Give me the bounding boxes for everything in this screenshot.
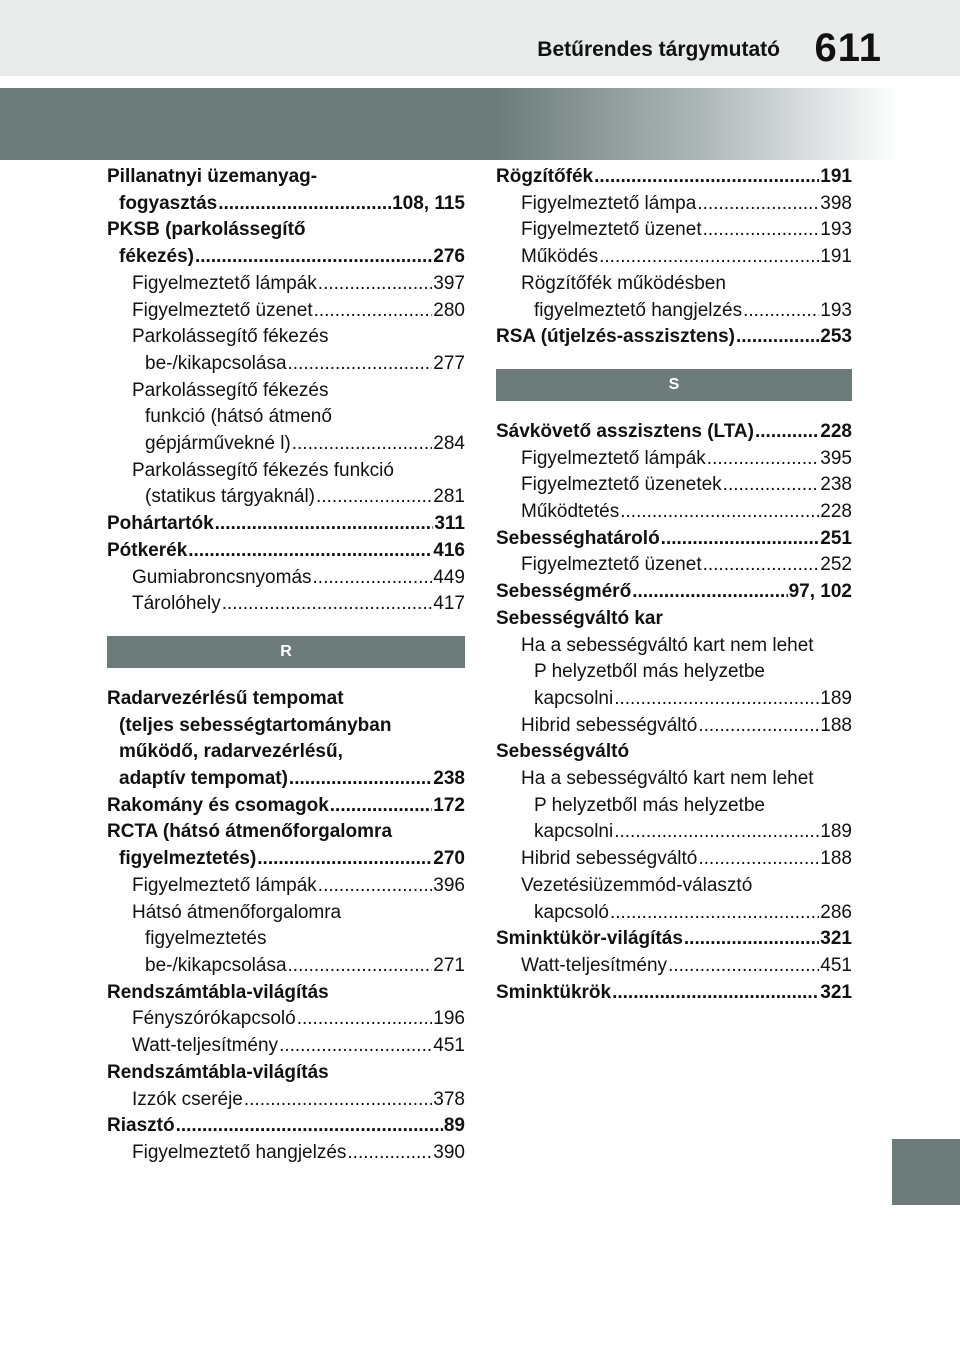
entry-label: kapcsolni (534, 687, 614, 709)
dot-leader (318, 271, 433, 298)
index-subentry (496, 191, 852, 218)
entry-label: Riasztó (107, 1115, 175, 1137)
entry-page-number: 378 (433, 1088, 465, 1110)
index-subentry (107, 873, 465, 900)
entry-label: Gumiabroncsnyomás (132, 566, 312, 588)
index-entry (107, 538, 465, 565)
entry-label: Sebességhatároló (496, 527, 660, 549)
entry-page-number: 251 (820, 527, 852, 549)
entry-page-number: 191 (820, 166, 852, 187)
entry-label: Hibrid sebességváltó (521, 848, 698, 870)
entry-label: kapcsoló (534, 901, 609, 923)
entry-label: figyelmeztető hangjelzés (534, 299, 743, 321)
index-subentry: P helyzetből más helyzetbe (534, 794, 765, 816)
index-subentry (496, 217, 852, 244)
entry-page-number: 321 (820, 981, 852, 1003)
index-entry (496, 419, 852, 446)
entry-label: Rögzítőfék (496, 166, 594, 187)
index-entry (496, 579, 852, 606)
dot-leader (313, 565, 433, 592)
index-subentry (496, 446, 852, 473)
section-spacer (496, 401, 852, 419)
entry-label: (statikus tárgyaknál) (145, 486, 316, 508)
entry-page-number: 451 (820, 954, 852, 976)
entry-page-number: 193 (820, 299, 852, 321)
entry-label: Watt-teljesítmény (521, 954, 668, 976)
index-subentry: Rögzítőfék működésben (521, 272, 726, 294)
entry-page-number: 238 (820, 474, 852, 496)
index-entry (107, 793, 465, 820)
index-subentry (107, 565, 465, 592)
dot-leader (289, 766, 432, 793)
entry-label: adaptív tempomat) (119, 768, 288, 790)
dot-leader (703, 552, 820, 579)
entry-label: kapcsolni (534, 821, 614, 843)
dot-leader (614, 686, 819, 713)
index-entry (496, 324, 852, 351)
index-subentry (107, 484, 465, 511)
entry-label: Fényszórókapcsoló (132, 1008, 296, 1030)
index-column-right (496, 164, 852, 1006)
index-subentry (107, 298, 465, 325)
section-spacer (107, 668, 465, 686)
index-entry: Sebességváltó (496, 741, 630, 763)
entry-page-number: 321 (820, 928, 852, 950)
index-subentry (107, 591, 465, 618)
dot-leader (610, 900, 819, 927)
entry-label: Figyelmeztető lámpák (132, 874, 317, 896)
entry-label: Figyelmeztető lámpák (521, 447, 706, 469)
entry-page-number: 270 (433, 848, 465, 870)
index-subentry (496, 819, 852, 846)
dot-leader (599, 244, 819, 271)
entry-page-number: 276 (433, 246, 465, 268)
entry-label: Figyelmeztető lámpa (521, 192, 697, 214)
dot-leader (318, 873, 433, 900)
entry-page-number: 277 (433, 352, 465, 374)
entry-page-number: 417 (433, 593, 465, 615)
dot-leader (698, 713, 819, 740)
entry-page-number: 451 (433, 1035, 465, 1057)
index-column-left (107, 164, 465, 1167)
index-subentry: Vezetésiüzemmód-választó (521, 874, 753, 896)
entry-label: Sávkövető asszisztens (LTA) (496, 420, 754, 442)
entry-label: Pótkerék (107, 539, 188, 561)
entry-label: Sminktükrök (496, 981, 612, 1003)
index-subentry (496, 900, 852, 927)
entry-page-number: 188 (820, 714, 852, 736)
entry-page-number: 252 (820, 554, 852, 576)
dot-leader (668, 953, 819, 980)
entry-label: Sebességmérő (496, 581, 632, 603)
entry-page-number: 253 (820, 326, 852, 348)
entry-page-number: 189 (820, 687, 852, 709)
dot-leader (195, 244, 432, 271)
entry-page-number: 228 (820, 501, 852, 523)
index-entry: Rendszámtábla-világítás (107, 1061, 329, 1083)
dot-leader (314, 298, 433, 325)
index-subentry (496, 846, 852, 873)
dot-leader (222, 591, 433, 618)
index-subentry (107, 1033, 465, 1060)
dot-leader (257, 846, 432, 873)
index-subentry: figyelmeztetés (145, 928, 267, 950)
entry-label: fékezés) (119, 246, 194, 268)
dot-leader (697, 191, 819, 218)
entry-page-number: 449 (433, 566, 465, 588)
index-entry: (teljes sebességtartományban (119, 714, 392, 736)
index-subentry (107, 1140, 465, 1167)
index-entry (107, 846, 465, 873)
dot-leader (684, 926, 819, 953)
entry-label: Pohártartók (107, 513, 214, 535)
section-header-s: S (496, 369, 852, 401)
index-subentry: Parkolássegítő fékezés funkció (132, 459, 394, 481)
entry-page-number: 286 (820, 901, 852, 923)
index-entry: Radarvezérlésű tempomat (107, 687, 344, 709)
entry-page-number: 271 (433, 954, 465, 976)
dot-leader (288, 953, 433, 980)
dot-leader (614, 819, 819, 846)
dot-leader (632, 579, 787, 606)
entry-page-number: 395 (820, 447, 852, 469)
entry-label: Rakomány és csomagok (107, 794, 329, 816)
entry-label: gépjárművekné l) (145, 433, 291, 455)
index-subentry (496, 953, 852, 980)
index-subentry (496, 244, 852, 271)
entry-page-number: 172 (433, 794, 465, 816)
entry-page-number: 238 (433, 768, 465, 790)
entry-label: Működés (521, 246, 599, 268)
index-subentry (496, 499, 852, 526)
index-subentry (496, 298, 852, 325)
entry-label: be-/kikapcsolása (145, 954, 287, 976)
dot-leader (330, 793, 433, 820)
index-subentry (107, 271, 465, 298)
dot-leader (743, 298, 819, 325)
dot-leader (661, 526, 820, 553)
entry-page-number: 398 (820, 192, 852, 214)
entry-page-number: 284 (433, 433, 465, 455)
index-subentry (107, 1087, 465, 1114)
entry-label: Figyelmeztető üzenet (521, 554, 702, 576)
entry-page-number: 191 (820, 246, 852, 268)
section-spacer (107, 618, 465, 636)
dot-leader (698, 846, 819, 873)
index-subentry (496, 472, 852, 499)
index-entry (107, 511, 465, 538)
entry-label: Figyelmeztető üzenetek (521, 474, 722, 496)
entry-label: fogyasztás (119, 192, 218, 214)
dot-leader (612, 980, 819, 1007)
index-entry (107, 191, 465, 218)
decorative-banner (0, 88, 900, 160)
dot-leader (215, 511, 434, 538)
dot-leader (244, 1087, 432, 1114)
index-subentry: Ha a sebességváltó kart nem lehet (521, 768, 814, 790)
dot-leader (279, 1033, 432, 1060)
entry-label: Figyelmeztető üzenet (132, 299, 313, 321)
entry-label: RSA (útjelzés-asszisztens) (496, 326, 735, 348)
dot-leader (620, 499, 819, 526)
entry-label: be-/kikapcsolása (145, 352, 287, 374)
dot-leader (316, 484, 432, 511)
index-entry: RCTA (hátsó átmenőforgalomra (107, 821, 393, 843)
dot-leader (218, 191, 391, 218)
entry-page-number: 397 (433, 272, 465, 294)
entry-page-number: 196 (433, 1008, 465, 1030)
index-entry: PKSB (parkolássegítő (107, 219, 306, 241)
dot-leader (707, 446, 820, 473)
entry-page-number: 311 (434, 513, 465, 535)
chapter-tab (892, 1139, 960, 1205)
index-subentry (107, 351, 465, 378)
dot-leader (703, 217, 820, 244)
entry-page-number: 280 (433, 299, 465, 321)
index-subentry: Parkolássegítő fékezés (132, 379, 329, 401)
dot-leader (736, 324, 819, 351)
index-entry: Sebességváltó kar (496, 607, 663, 629)
entry-label: Figyelmeztető hangjelzés (132, 1141, 347, 1163)
index-entry: működő, radarvezérlésű, (119, 741, 343, 763)
entry-label: Figyelmeztető üzenet (521, 219, 702, 241)
index-subentry: Ha a sebességváltó kart nem lehet (521, 634, 814, 656)
dot-leader (292, 431, 433, 458)
entry-page-number: 188 (820, 848, 852, 870)
page-title: Betűrendes tárgymutató (537, 38, 780, 61)
dot-leader (297, 1006, 433, 1033)
dot-leader (594, 164, 819, 191)
index-entry (496, 980, 852, 1007)
entry-page-number: 396 (433, 874, 465, 896)
index-subentry: Hátsó átmenőforgalomra (132, 901, 342, 923)
index-entry: Rendszámtábla-világítás (107, 981, 329, 1003)
index-entry (107, 1113, 465, 1140)
index-subentry: Parkolássegítő fékezés (132, 326, 329, 348)
dot-leader (188, 538, 432, 565)
dot-leader (288, 351, 433, 378)
entry-label: Tárolóhely (132, 593, 221, 615)
entry-page-number: 281 (433, 486, 465, 508)
index-subentry: P helyzetből más helyzetbe (534, 661, 765, 683)
header-bar (0, 0, 960, 76)
section-header-r: R (107, 636, 465, 668)
entry-label: Watt-teljesítmény (132, 1035, 279, 1057)
index-entry (496, 526, 852, 553)
index-entry: Pillanatnyi üzemanyag- (107, 166, 318, 187)
entry-page-number: 228 (820, 420, 852, 442)
index-subentry (496, 552, 852, 579)
entry-label: Hibrid sebességváltó (521, 714, 698, 736)
entry-label: Sminktükör-világítás (496, 928, 683, 950)
index-subentry (496, 686, 852, 713)
entry-page-number: 97, 102 (788, 581, 852, 603)
index-subentry: funkció (hátsó átmenő (145, 406, 332, 428)
entry-page-number: 416 (433, 539, 465, 561)
entry-label: figyelmeztetés) (119, 848, 257, 870)
dot-leader (347, 1140, 432, 1167)
section-spacer (496, 351, 852, 369)
page-number: 611 (814, 26, 882, 70)
entry-page-number: 108, 115 (392, 192, 465, 214)
entry-label: Működtetés (521, 501, 620, 523)
dot-leader (176, 1113, 443, 1140)
index-entry (107, 244, 465, 271)
entry-page-number: 193 (820, 219, 852, 241)
index-entry (107, 766, 465, 793)
index-subentry (496, 713, 852, 740)
entry-page-number: 390 (433, 1141, 465, 1163)
dot-leader (723, 472, 820, 499)
index-subentry (107, 953, 465, 980)
entry-label: Figyelmeztető lámpák (132, 272, 317, 294)
entry-page-number: 189 (820, 821, 852, 843)
entry-page-number: 89 (443, 1115, 465, 1137)
entry-label: Izzók cseréje (132, 1088, 243, 1110)
index-subentry (107, 1006, 465, 1033)
dot-leader (755, 419, 819, 446)
index-subentry (107, 431, 465, 458)
index-entry (496, 164, 852, 191)
index-entry (496, 926, 852, 953)
